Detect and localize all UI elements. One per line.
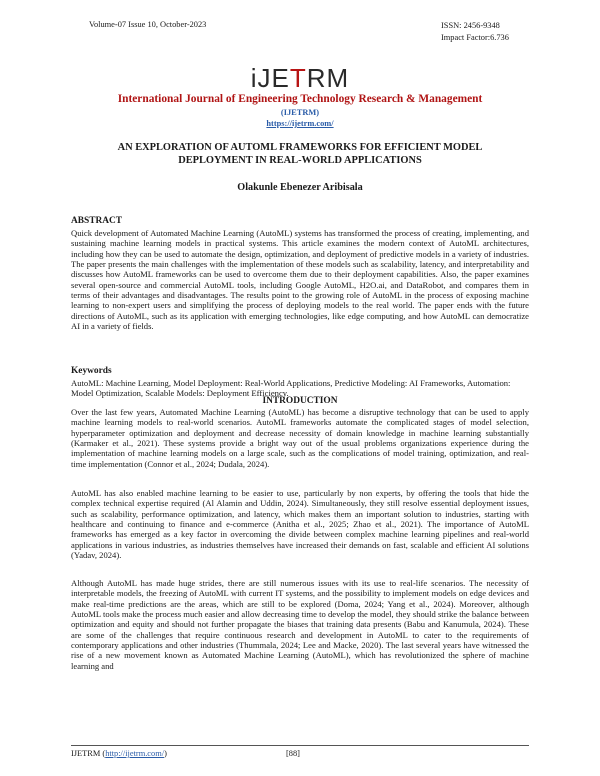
abstract-text: Quick development of Automated Machine Learning (AutoML) systems has transformed the process of creating, implementing, and sustaining machine learning models in practical systems. This article examines the modern context of AutoML architectures, including how they can be used to automate the design, optimization, and deployment of predictive models in a variety of industries. The paper presents the main challenges with the implementation of these models such as scalability, latency, and interpretability and discusses how AutoML frameworks can be used to overcome them due to their deployment capabilities. Also, the paper examines several open-source and commercial AutoML tools, including Google AutoML, H2O.ai, and DataRobot, and compares them in terms of their advantages and disadvantages. The results point to the growing role of AutoML in the process of exposing machine learning to non-expert users and simplifying the process of deploying models to the real world. The paper ends with the future directions of AutoML, such as its application with emerging technologies, like edge computing, and how AutoML can democratize AI in a variety of fields. — [71, 228, 529, 332]
issn: ISSN: 2456-9348 — [441, 21, 500, 30]
title-line-1: AN EXPLORATION OF AUTOML FRAMEWORKS FOR EFFICIENT MODEL — [117, 142, 483, 153]
keywords-heading: Keywords — [71, 366, 112, 376]
intro-paragraph-2: AutoML has also enabled machine learning to be easier to use, particularly by non experts, by offering the tools that hide the complex technical expertise required (Al Alamin and Uddin, 2024). Simultaneously, they still resolve essential deployment issues, such as scalability, performance optimization, and latency, which makes them an important solution to industries, starting with healthcare and continuing to finance and e-commerce (Anitha et al., 2025; Zhao et al., 2021). The importance of AutoML frameworks has emerged as a key factor in overcoming the divide between complex machine learning pipelines and real-world applications in various industries, as industries themselves have increased their demands on fast, scalable and efficient AI solutions (Yadav, 2024). — [71, 488, 529, 561]
journal-logo — [0, 64, 600, 92]
footer-close: ) — [164, 749, 167, 758]
intro-paragraph-3: Although AutoML has made huge strides, there are still numerous issues with its use to real-life scenarios. The necessity of interpretable models, the freezing of AutoML with current IT systems, and the possibility to implement models on edge devices and make real-time predictions are the areas, which are still to be explored (Doma, 2024; Yang et al., 2024). Moreover, although AutoML tools make the process much easier and allow decreasing time to develop the model, they should strike the balance between optimization and equity and should not further propagate the biases that training data presents (Babu and Kanumula, 2024). These are some of the challenges that require continuous research and development in AutoML to cater to the requirements of contemporary applications and other industries (Thummala, 2024; Lee and Macke, 2020). The last several years have witnessed the rise of a new movement known as Automated Machine Learning (AutoML), which has revolutionized the sphere of machine learning and — [71, 578, 529, 671]
author-name: Olakunle Ebenezer Aribisala — [237, 182, 363, 193]
journal-url-link[interactable]: https://ijetrm.com/ — [266, 119, 334, 128]
issn-block — [441, 20, 509, 44]
impact-factor: Impact Factor:6.736 — [441, 33, 509, 42]
journal-name: International Journal of Engineering Technology Research & Management — [117, 93, 483, 105]
footer-label: IJETRM ( — [71, 749, 106, 758]
intro-paragraph-1: Over the last few years, Automated Machine Learning (AutoML) has become a disruptive technology that can be used to apply machine learning models to real-world scenarios. AutoML frameworks automate the complicated stages of model selection, hyperparameter optimization and deployment and decrease necessity of domain knowledge in machine learning substantially (Karmaker et al., 2021). These systems provide a bright way out of the usual problems organizations experience during the implementation of machine learning models on a large scale, such as the complications of model training, optimization, and real-time implementation (Connor et al., 2024; Dudala, 2024). — [71, 407, 529, 469]
journal-abbreviation: (IJETRM) — [280, 108, 320, 117]
logo-suffix: RM — [306, 63, 350, 93]
footer-journal — [71, 749, 167, 758]
title-line-2: DEPLOYMENT IN REAL-WORLD APPLICATIONS — [178, 154, 422, 166]
keywords-text: AutoML: Machine Learning, Model Deployment: Real-World Applications, Predictive Modeling: AI Frameworks, Automation: Model Optimization, Scalable Models: Deployment Efficiency. — [71, 378, 511, 399]
page-number: [88] — [286, 749, 300, 758]
introduction-heading: INTRODUCTION — [262, 396, 338, 406]
logo-accent: T — [289, 63, 307, 93]
footer-divider — [71, 745, 529, 746]
volume-issue: Volume-07 Issue 10, October-2023 — [89, 20, 207, 29]
logo-prefix: iJE — [250, 63, 290, 93]
footer-link[interactable]: http://ijetrm.com/ — [105, 749, 165, 758]
abstract-heading: ABSTRACT — [71, 216, 123, 226]
article-title — [60, 142, 540, 167]
